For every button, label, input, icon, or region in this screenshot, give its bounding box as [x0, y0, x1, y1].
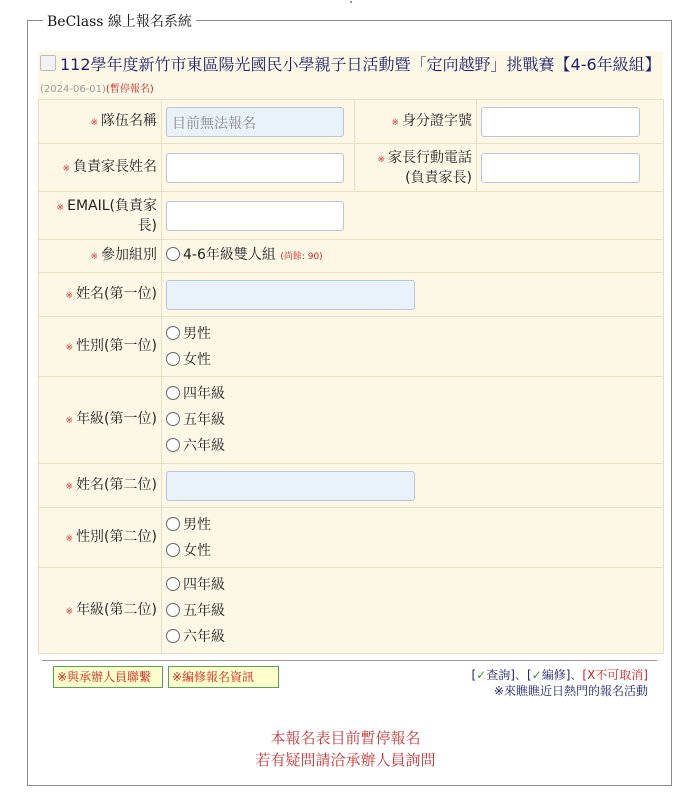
- team-name-input[interactable]: 目前無法報名: [166, 107, 344, 137]
- fieldset-legend: BeClass 線上報名系統: [43, 11, 196, 31]
- title-checkbox-icon: [40, 55, 56, 71]
- required-mark-icon: ※: [391, 117, 399, 128]
- required-mark-icon: ※: [90, 252, 98, 262]
- event-title: 112學年度新竹市東區陽光國民小學親子日活動暨「定向越野」挑戰賽【4-6年級組】: [60, 55, 661, 74]
- check-icon: ✓: [531, 668, 542, 682]
- form-row-grade2: [39, 568, 664, 654]
- contact-organizer-button[interactable]: ※與承辦人員聯繫: [53, 666, 163, 688]
- form-row-email: [39, 192, 664, 240]
- grade2-label: ※ 年級(第二位): [39, 568, 162, 654]
- registration-form-table: [38, 99, 664, 654]
- required-mark-icon: ※: [65, 416, 74, 426]
- name2-input[interactable]: [166, 471, 415, 501]
- pause-tag: (暫停報名): [105, 84, 154, 95]
- name1-label: ※ 姓名(第一位): [39, 273, 162, 317]
- form-row-gender1: [39, 317, 664, 377]
- paused-message-line1: 本報名表目前暫停報名: [270, 729, 421, 747]
- group-option[interactable]: 4-6年級雙人組 (尚餘: 90): [166, 242, 323, 270]
- radio-icon[interactable]: [166, 247, 180, 261]
- radio-icon[interactable]: [166, 412, 180, 426]
- edit-link[interactable]: [✓編修]: [526, 668, 571, 682]
- required-mark-icon: ※: [62, 163, 70, 174]
- radio-icon[interactable]: [166, 438, 180, 452]
- radio-icon[interactable]: [166, 386, 180, 400]
- gender1-male-option[interactable]: 男性: [166, 321, 659, 347]
- paused-message-line2: 若有疑問請洽承辦人員詢問: [255, 751, 436, 769]
- top-dot: [350, 1, 352, 3]
- id-number-input[interactable]: [481, 107, 640, 137]
- form-row-name2: [39, 464, 664, 508]
- gender2-label: ※ 性別(第二位): [39, 508, 162, 568]
- radio-icon[interactable]: [166, 326, 180, 340]
- form-row-parent: [39, 144, 664, 192]
- grade1-label: ※ 年級(第一位): [39, 377, 162, 464]
- name2-label: ※ 姓名(第二位): [39, 464, 162, 508]
- no-cancel-label: [X不可取消]: [582, 668, 648, 682]
- radio-icon[interactable]: [166, 517, 180, 531]
- form-row-name1: [39, 273, 664, 317]
- required-mark-icon: ※: [65, 290, 74, 301]
- form-row-group: [39, 240, 664, 273]
- radio-icon[interactable]: [166, 629, 180, 643]
- grade1-5-option[interactable]: 五年級: [166, 407, 659, 433]
- footer-divider: [42, 660, 657, 661]
- event-date: (2024-06-01): [40, 84, 106, 95]
- required-mark-icon: ※: [90, 117, 98, 128]
- grade2-6-option[interactable]: 六年級: [166, 624, 659, 650]
- edit-registration-button[interactable]: ※編修報名資訊: [168, 666, 279, 688]
- parent-name-label: ※ 負責家長姓名: [39, 144, 162, 192]
- required-mark-icon: ※: [65, 606, 74, 617]
- radio-icon[interactable]: [166, 543, 180, 557]
- required-mark-icon: ※: [56, 202, 65, 213]
- grade2-4-option[interactable]: 四年級: [166, 572, 659, 598]
- required-mark-icon: ※: [65, 533, 74, 544]
- radio-icon[interactable]: [166, 577, 180, 591]
- event-title-bar: [38, 51, 663, 99]
- required-mark-icon: ※: [65, 481, 74, 492]
- gender2-male-option[interactable]: 男性: [166, 512, 659, 538]
- popular-events-link[interactable]: ※來瞧瞧近日熱門的報名活動: [493, 684, 648, 698]
- form-row-grade1: [39, 377, 664, 464]
- parent-phone-label: ※ 家長行動電話 (負責家長): [355, 144, 477, 192]
- email-label: ※ EMAIL(負責家 長): [39, 192, 162, 240]
- grade2-5-option[interactable]: 五年級: [166, 598, 659, 624]
- gender1-label: ※ 性別(第一位): [39, 317, 162, 377]
- radio-icon[interactable]: [166, 352, 180, 366]
- radio-icon[interactable]: [166, 603, 180, 617]
- paused-message: [0, 727, 691, 771]
- parent-name-input[interactable]: [166, 153, 344, 183]
- gender1-female-option[interactable]: 女性: [166, 347, 659, 373]
- required-mark-icon: ※: [377, 154, 385, 165]
- grade1-4-option[interactable]: 四年級: [166, 381, 659, 407]
- team-name-label: ※ 隊伍名稱: [39, 100, 162, 144]
- gender2-female-option[interactable]: 女性: [166, 538, 659, 564]
- group-label: ※ 參加組別: [39, 240, 162, 273]
- id-label: ※ 身分證字號: [355, 100, 477, 144]
- parent-phone-input[interactable]: [481, 153, 640, 183]
- form-row-gender2: [39, 508, 664, 568]
- group-remaining: (尚餘: 90): [280, 252, 323, 262]
- check-icon: ✓: [476, 668, 487, 682]
- required-mark-icon: ※: [65, 342, 74, 353]
- query-link[interactable]: [✓查詢]: [471, 668, 515, 682]
- footer-links: [✓查詢]、[✓編修]、[X不可取消] ※來瞧瞧近日熱門的報名活動: [471, 668, 648, 698]
- form-row-team: [39, 100, 664, 144]
- email-input[interactable]: [166, 201, 344, 231]
- grade1-6-option[interactable]: 六年級: [166, 433, 659, 459]
- name1-input[interactable]: [166, 280, 415, 310]
